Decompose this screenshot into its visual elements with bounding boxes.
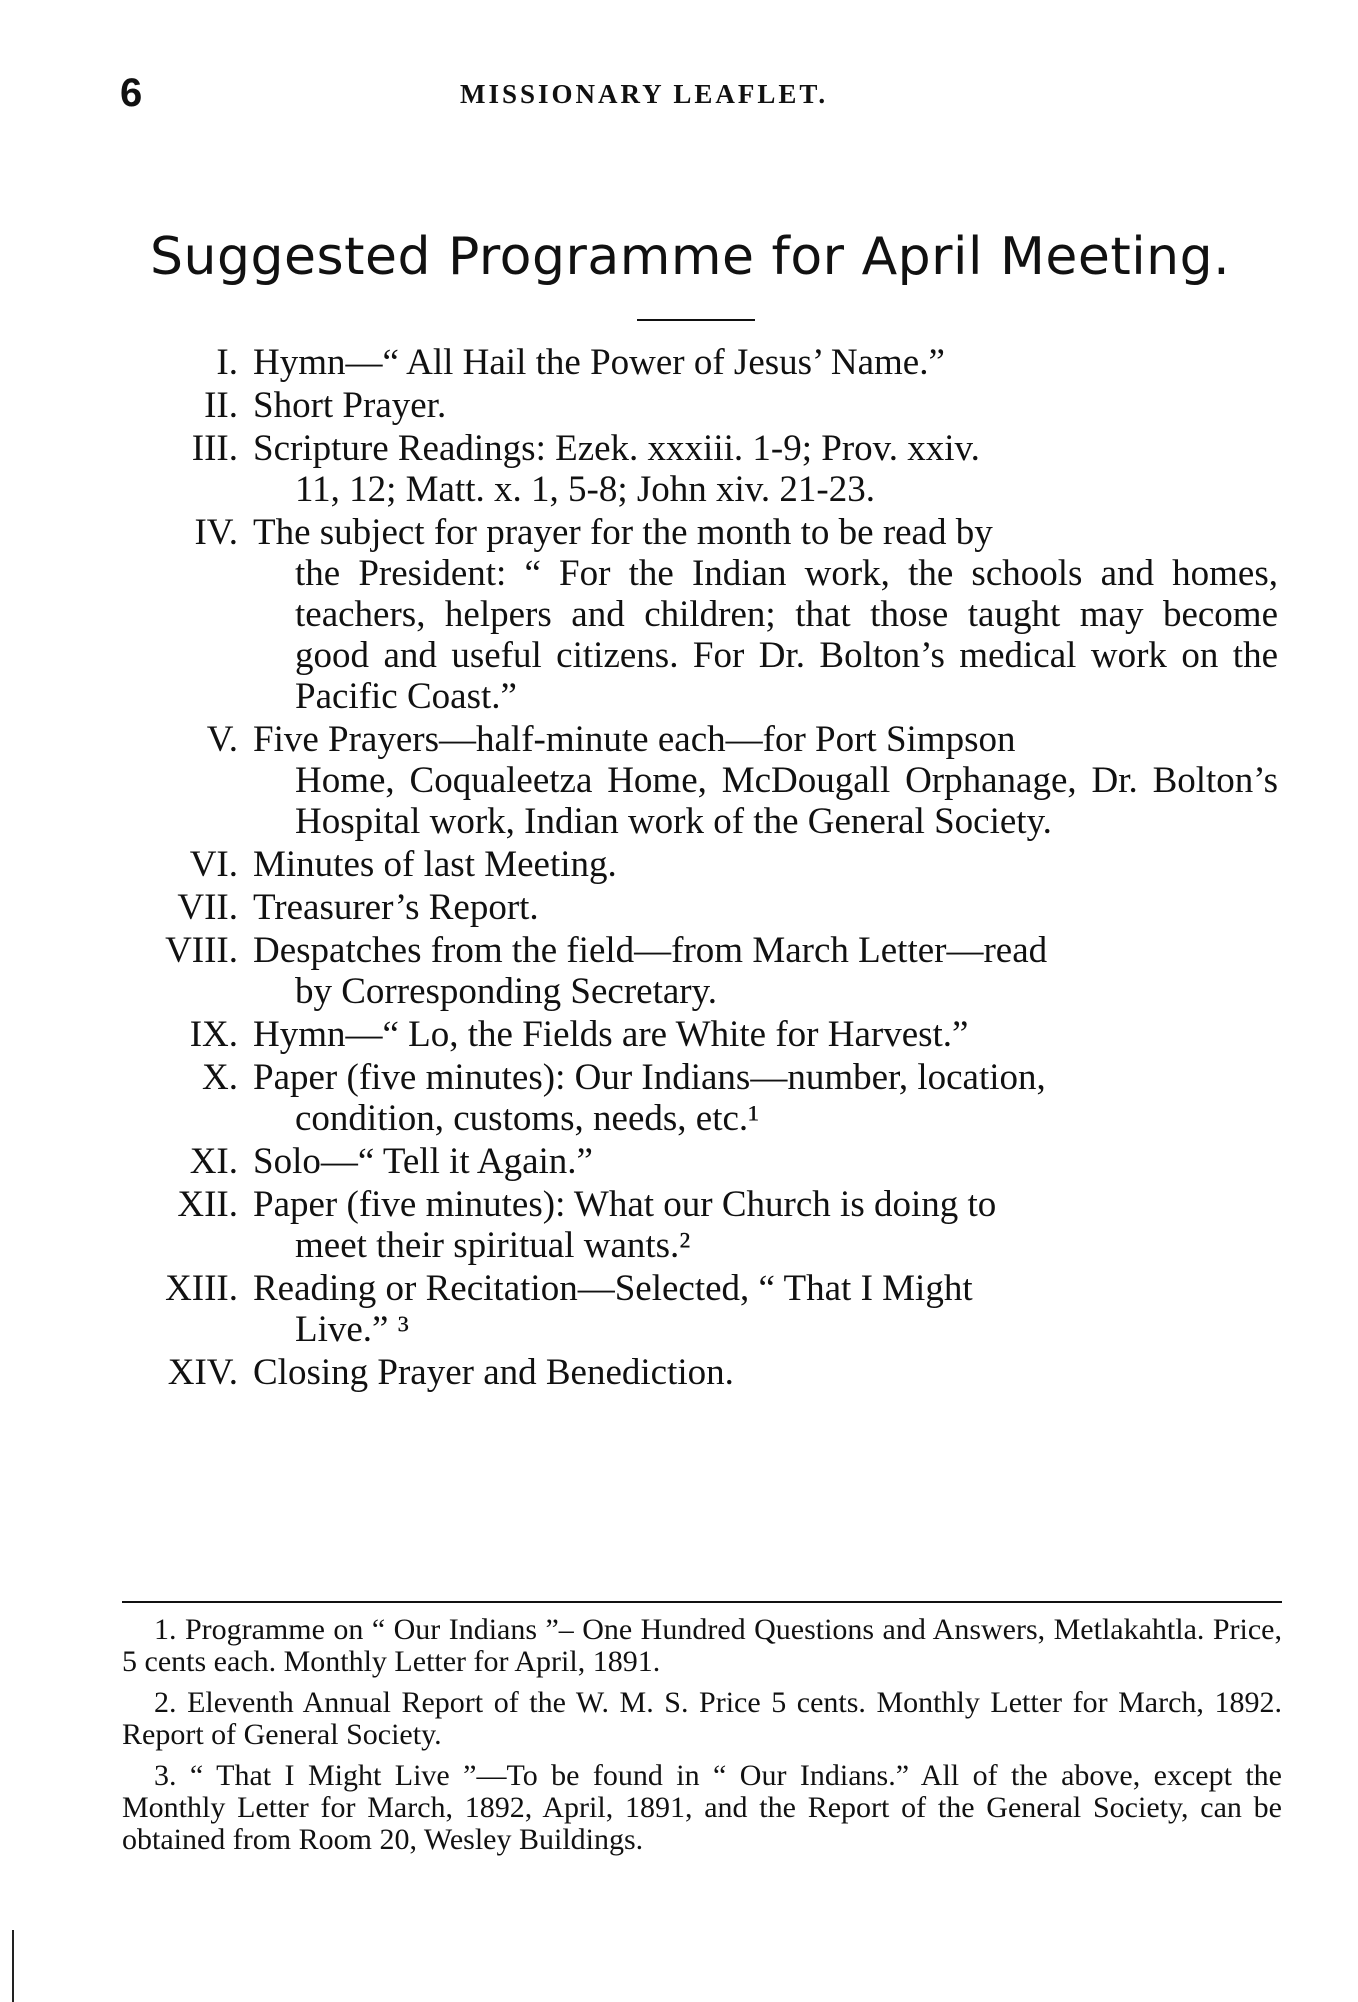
item-text — [253, 428, 1278, 510]
item-number: IV. — [194, 512, 238, 553]
item-text: Solo—“ Tell it Again.” — [253, 1141, 593, 1182]
programme-item — [0, 1184, 1358, 1266]
footnote: 3. “ That I Might Live ”—To be found in “ Our Indians.” All of the above, except the Monthly Letter for March, 1892, April, 1891, and the Report of the General Society, can be obtained from Room 20, Wesley Buildings. — [122, 1759, 1282, 1856]
item-text — [253, 1268, 1278, 1350]
item-number: VI. — [189, 844, 238, 885]
footnotes-divider — [122, 1601, 1282, 1603]
item-text-first-line: The subject for prayer for the month to be read by — [253, 512, 993, 553]
item-text: Treasurer’s Report. — [253, 887, 539, 928]
programme-item — [0, 844, 1358, 885]
programme-list — [0, 342, 1358, 1395]
programme-item — [0, 1141, 1358, 1182]
footnotes — [122, 1614, 1282, 1865]
item-text — [253, 719, 1278, 842]
footnote: 2. Eleventh Annual Report of the W. M. S. Price 5 cents. Monthly Letter for March, 1892. Report of General Society. — [122, 1686, 1282, 1751]
item-number: VII. — [177, 887, 238, 928]
footnote: 1. Programme on “ Our Indians ”– One Hundred Questions and Answers, Metlakahtla. Price, 5 cents each. Monthly Letter for April, 1891. — [122, 1613, 1282, 1678]
item-text — [253, 1057, 1278, 1139]
programme-item — [0, 342, 1358, 383]
item-number: I. — [216, 342, 238, 383]
programme-item — [0, 1014, 1358, 1055]
programme-item — [0, 1057, 1358, 1139]
item-number: VIII. — [165, 930, 238, 971]
item-text-continuation: Live.” ³ — [295, 1309, 409, 1350]
item-text-first-line: Paper (five minutes): Our Indians—number, location, — [253, 1057, 1046, 1098]
programme-item — [0, 887, 1358, 928]
item-text-continuation: 11, 12; Matt. x. 1, 5-8; John xiv. 21-23. — [295, 469, 875, 510]
item-text-first-line: Reading or Recitation—Selected, “ That I Might — [253, 1268, 973, 1309]
programme-title: Suggested Programme for April Meeting. — [150, 227, 1231, 287]
item-text-continuation: by Corresponding Secretary. — [295, 971, 717, 1012]
item-text: Hymn—“ All Hail the Power of Jesus’ Name.” — [253, 342, 945, 383]
item-text-continuation: meet their spiritual wants.² — [295, 1225, 691, 1266]
item-text — [253, 512, 1278, 717]
item-text-first-line: Despatches from the field—from March Letter—read — [253, 930, 1048, 971]
programme-item — [0, 1268, 1358, 1350]
item-text-first-line: Paper (five minutes): What our Church is doing to — [253, 1184, 997, 1225]
item-text-continuation: Home, Coqualeetza Home, McDougall Orphanage, Dr. Bolton’s Hospital work, Indian work of the General Society. — [295, 760, 1278, 842]
item-text: Short Prayer. — [253, 385, 447, 426]
item-text: Closing Prayer and Benediction. — [253, 1352, 734, 1393]
binding-edge-mark — [12, 1930, 14, 2002]
item-text-first-line: Scripture Readings: Ezek. xxxiii. 1-9; Prov. xxiv. — [253, 428, 980, 469]
title-divider — [637, 319, 755, 321]
item-number: XIII. — [165, 1268, 238, 1309]
item-number: XIV. — [167, 1352, 238, 1393]
item-number: V. — [206, 719, 238, 760]
item-text-first-line: Five Prayers—half-minute each—for Port Simpson — [253, 719, 1016, 760]
item-number: XI. — [189, 1141, 238, 1182]
item-number: III. — [191, 428, 238, 469]
item-text — [253, 1184, 1278, 1266]
item-number: II. — [204, 385, 238, 426]
item-text-continuation: the President: “ For the Indian work, the schools and homes, teachers, helpers and children; that those taught may become good and useful citizens. For Dr. Bolton’s medical work on the Pacific Coast.” — [295, 553, 1278, 717]
item-number: XII. — [177, 1184, 238, 1225]
running-title: MISSIONARY LEAFLET. — [460, 79, 829, 109]
item-number: X. — [202, 1057, 238, 1098]
programme-item — [0, 1352, 1358, 1393]
item-text-continuation: condition, customs, needs, etc.¹ — [295, 1098, 760, 1139]
programme-item — [0, 512, 1358, 717]
item-text — [253, 930, 1278, 1012]
programme-item — [0, 385, 1358, 426]
item-text: Hymn—“ Lo, the Fields are White for Harvest.” — [253, 1014, 969, 1055]
item-text: Minutes of last Meeting. — [253, 844, 617, 885]
page-header — [120, 68, 1270, 118]
programme-item — [0, 719, 1358, 842]
programme-item — [0, 930, 1358, 1012]
page-number: 6 — [120, 71, 143, 115]
item-number: IX. — [189, 1014, 238, 1055]
programme-item — [0, 428, 1358, 510]
